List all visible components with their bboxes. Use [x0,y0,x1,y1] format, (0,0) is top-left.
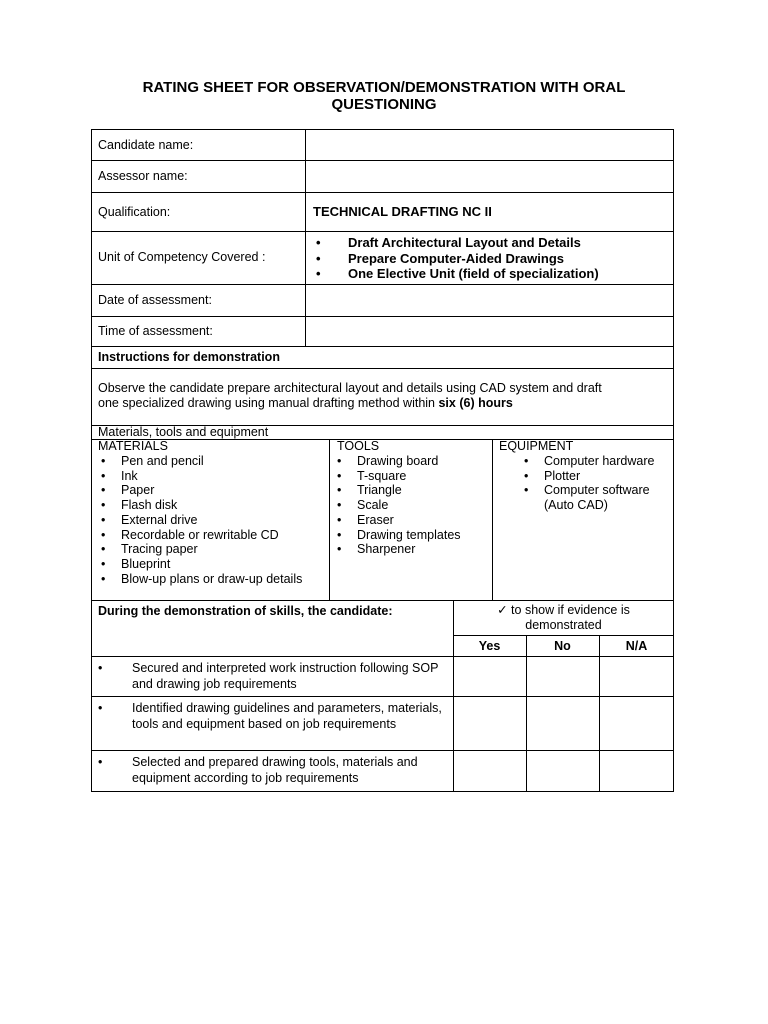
materials-header: MATERIALS [98,439,168,453]
unit-of-competency-label: Unit of Competency Covered : [98,250,266,264]
materials-tools-equipment-heading: Materials, tools and equipment [98,425,269,439]
column-header-na: N/A [625,639,648,653]
row-divider [91,750,674,751]
criterion-2 [94,701,444,732]
row-divider [91,160,674,161]
material-item: • Recordable or rewritable CD [97,528,302,543]
evidence-note-line-2: demonstrated [525,618,602,632]
tool-item: • Triangle [333,483,461,498]
row-divider [91,231,674,232]
title-line-2: QUESTIONING [331,96,437,113]
column-divider [526,635,527,792]
tool-item: • T-square [333,469,461,484]
row-divider [91,600,674,601]
row-divider [91,284,674,285]
unit-item: • Prepare Computer-Aided Drawings [306,251,599,267]
column-divider [329,439,330,600]
column-header-yes: Yes [478,639,501,653]
column-divider [599,635,600,792]
material-item: • Flash disk [97,498,302,513]
assessor-name-label: Assessor name: [98,169,188,183]
tool-item: • Eraser [333,513,461,528]
equipment-header: EQUIPMENT [499,439,574,453]
equipment-item: • Plotter [496,469,654,484]
time-of-assessment-label: Time of assessment: [98,324,213,338]
column-header-no: No [554,639,571,653]
instructions-duration: six (6) hours [438,396,513,410]
instructions-line-2 [98,396,513,411]
evidence-note-line-1: ✓ to show if evidence is [497,603,630,617]
instructions-line-2-text: one specialized drawing using manual drafting method within [98,396,439,410]
material-item: • Blow-up plans or draw-up details [97,572,302,587]
equipment-item: • Computer software [496,483,654,498]
tools-header: TOOLS [337,439,380,453]
tool-item: • Scale [333,498,461,513]
material-item: • Ink [97,469,302,484]
criterion-text: • Selected and prepared drawing tools, materials and equipment according to job requirements [94,755,444,786]
qualification-value: TECHNICAL DRAFTING NC II [313,204,492,219]
row-divider [91,192,674,193]
instructions-heading: Instructions for demonstration [98,350,280,364]
equipment-item: • Computer hardware [496,454,654,469]
material-item: • Blueprint [97,557,302,572]
material-item: • Pen and pencil [97,454,302,469]
qualification-label: Qualification: [98,205,171,219]
material-item: • External drive [97,513,302,528]
row-divider [91,656,674,657]
criterion-text: • Secured and interpreted work instruction following SOP and drawing job requirements [94,661,444,692]
equipment-item-continuation: (Auto CAD) [544,498,608,512]
date-of-assessment-label: Date of assessment: [98,293,212,307]
demonstration-heading: During the demonstration of skills, the candidate: [98,604,393,618]
row-divider [91,368,674,369]
tool-item: • Drawing board [333,454,461,469]
material-item: • Tracing paper [97,542,302,557]
row-divider [453,635,674,636]
equipment-list [496,454,654,498]
tools-list [333,454,461,557]
candidate-name-label: Candidate name: [98,138,194,152]
row-divider [91,696,674,697]
criterion-1 [94,661,444,692]
tool-item: • Sharpener [333,542,461,557]
row-divider [91,346,674,347]
materials-list [97,454,302,586]
row-divider [91,316,674,317]
column-divider [492,439,493,600]
unit-of-competency-list [306,235,599,282]
unit-item: • One Elective Unit (field of specialization) [306,266,599,282]
title-line-1: RATING SHEET FOR OBSERVATION/DEMONSTRATION WITH ORAL [142,79,626,96]
criterion-3 [94,755,444,786]
page-title [0,79,768,113]
criterion-text: • Identified drawing guidelines and parameters, materials, tools and equipment based on job requirements [94,701,444,732]
instructions-line-1: Observe the candidate prepare architectural layout and details using CAD system and draft [98,381,602,395]
material-item: • Paper [97,483,302,498]
tool-item: • Drawing templates [333,528,461,543]
unit-item: • Draft Architectural Layout and Details [306,235,599,251]
